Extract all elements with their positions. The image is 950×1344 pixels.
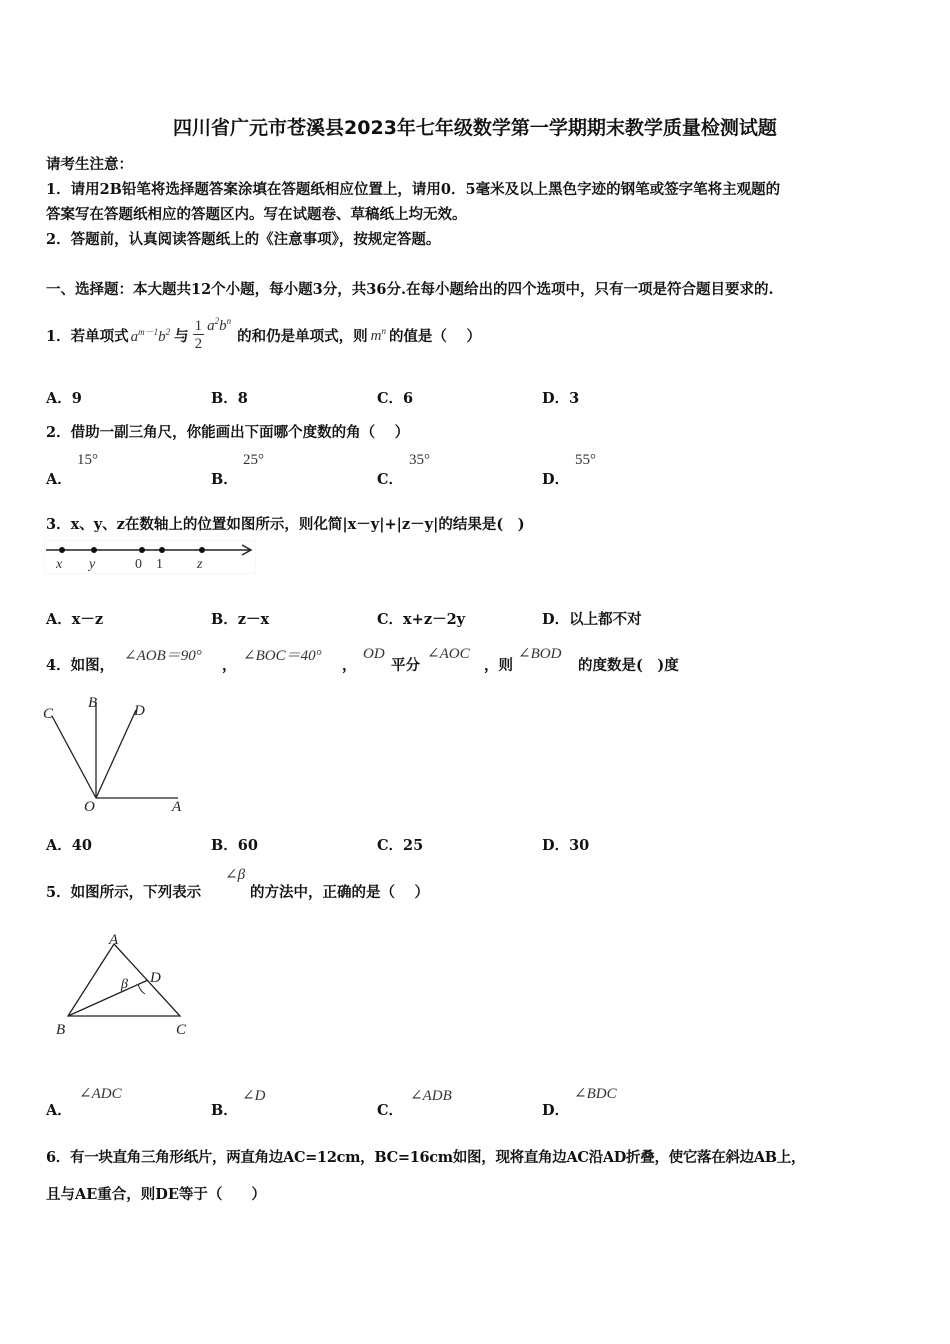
label-o: O xyxy=(84,799,95,815)
q5-option-b[interactable]: B． xyxy=(211,1102,238,1119)
label-a: A xyxy=(109,932,119,948)
q5-option-b-value: ∠D xyxy=(242,1088,266,1104)
q1-prefix: 1．若单项式 xyxy=(46,327,129,345)
question-6-line-2: 且与AE重合，则DE等于（ ） xyxy=(46,1186,266,1203)
label-x: x xyxy=(56,557,63,572)
notice-line-1a: 1．请用2B铅笔将选择题答案涂填在答题纸相应位置上，请用0．5毫米及以上黑色字迹的钢笔或签字笔将主观题的 xyxy=(46,181,781,198)
question-6-line-1: 6．有一块直角三角形纸片，两直角边AC=12cm，BC=16cm如图，现将直角边AC沿AD折叠，使它落在斜边AB上， xyxy=(46,1149,806,1166)
page-title: 四川省广元市苍溪县2023年七年级数学第一学期期末教学质量检测试题 xyxy=(173,117,777,139)
q2-option-b-value: 25° xyxy=(243,452,264,468)
q5-option-d-value: ∠BDC xyxy=(574,1086,617,1102)
point-y xyxy=(91,547,97,553)
q2-option-b[interactable]: B． xyxy=(211,471,238,488)
q4-angle-bod: ∠BOD xyxy=(518,646,562,662)
q1-option-b[interactable]: B．8 xyxy=(211,390,248,407)
triangle-figure xyxy=(50,928,200,1040)
label-one: 1 xyxy=(156,557,163,572)
q4-bisect: 平分 xyxy=(391,657,420,674)
section-heading: 一、选择题：本大题共12个小题，每小题3分，共36分.在每小题给出的四个选项中，只有一项是符合题目要求的. xyxy=(46,281,774,298)
q1-suffix: 的值是（ ） xyxy=(388,327,481,345)
q3-option-a[interactable]: A．x－z xyxy=(46,611,104,628)
q5-option-a[interactable]: A． xyxy=(46,1102,72,1119)
q1-mid: 的和仍是单项式，则 xyxy=(237,327,368,345)
q2-option-d-value: 55° xyxy=(575,452,596,468)
q5-option-c-value: ∠ADB xyxy=(410,1088,452,1104)
q5-option-c[interactable]: C． xyxy=(377,1102,404,1119)
q4-option-a[interactable]: A．40 xyxy=(46,837,92,854)
label-d: D xyxy=(150,970,161,986)
q2-option-c[interactable]: C． xyxy=(377,471,404,488)
label-b: B xyxy=(56,1022,66,1038)
q5-option-a-value: ∠ADC xyxy=(79,1086,122,1102)
q2-option-a[interactable]: A． xyxy=(46,471,72,488)
notice-line-2: 2．答题前，认真阅读答题纸上的《注意事项》，按规定答题。 xyxy=(46,231,441,248)
q4-angle-aoc: ∠AOC xyxy=(427,646,470,662)
question-2-stem: 2．借助一副三角尺，你能画出下面哪个度数的角（ ） xyxy=(46,424,410,441)
q4-prefix: 4．如图， xyxy=(46,657,115,674)
notice-line-1b: 答案写在答题纸相应的答题区内。写在试题卷、草稿纸上均无效。 xyxy=(46,206,467,223)
q4-option-c[interactable]: C．25 xyxy=(377,837,424,854)
q1-fraction: 1 2 xyxy=(194,317,203,352)
q2-option-d[interactable]: D． xyxy=(542,471,570,488)
point-x xyxy=(59,547,65,553)
q3-option-c[interactable]: C．x+z－2y xyxy=(377,611,466,628)
q4-comma-2: ， xyxy=(342,657,357,674)
point-z xyxy=(199,547,205,553)
q3-option-d[interactable]: D．以上都不对 xyxy=(542,611,642,628)
q4-angle-aob: ∠AOB＝90° xyxy=(124,648,202,664)
q4-angle-boc: ∠BOC＝40° xyxy=(243,648,322,664)
point-one xyxy=(159,547,165,553)
q1-monomial-1: $a^{m-1}b^2$ xyxy=(130,326,171,345)
q4-option-d[interactable]: D．30 xyxy=(542,837,590,854)
q4-comma-1: ， xyxy=(222,657,237,674)
q1-option-d[interactable]: D．3 xyxy=(542,390,580,407)
question-1-stem xyxy=(46,310,481,360)
q5-beta: ∠β xyxy=(225,867,246,883)
q1-monomial-2: $a^2b^n$ xyxy=(207,315,232,334)
label-zero: 0 xyxy=(135,557,142,572)
label-b: B xyxy=(88,695,98,711)
q4-option-b[interactable]: B．60 xyxy=(211,837,258,854)
label-c: C xyxy=(176,1022,187,1038)
angle-figure xyxy=(38,690,198,816)
label-d: D xyxy=(134,703,145,719)
q2-option-a-value: 15° xyxy=(77,452,98,468)
q5-option-d[interactable]: D． xyxy=(542,1102,570,1119)
label-z: z xyxy=(197,557,203,572)
q5-prefix: 5．如图所示，下列表示 xyxy=(46,884,202,901)
q1-power: $m^n$ xyxy=(370,325,386,344)
notice-heading: 请考生注意： xyxy=(46,156,133,173)
label-y: y xyxy=(89,557,96,572)
q5-suffix: 的方法中，正确的是（ ） xyxy=(250,884,430,901)
q1-option-a[interactable]: A．9 xyxy=(46,390,82,407)
q4-od: OD xyxy=(363,646,385,662)
q4-suffix: 的度数是( )度 xyxy=(578,657,679,674)
label-c: C xyxy=(43,706,54,722)
q2-option-c-value: 35° xyxy=(409,452,430,468)
label-beta: β xyxy=(121,977,128,992)
q3-option-b[interactable]: B．z－x xyxy=(211,611,270,628)
label-a: A xyxy=(172,799,182,815)
number-line-figure xyxy=(44,540,256,574)
q1-and: 与 xyxy=(174,327,189,345)
point-zero xyxy=(139,547,145,553)
question-3-stem: 3．x、y、z在数轴上的位置如图所示，则化简|x－y|+|z－y|的结果是( ) xyxy=(46,516,525,533)
q1-option-c[interactable]: C．6 xyxy=(377,390,414,407)
q4-then: ，则 xyxy=(484,657,513,674)
